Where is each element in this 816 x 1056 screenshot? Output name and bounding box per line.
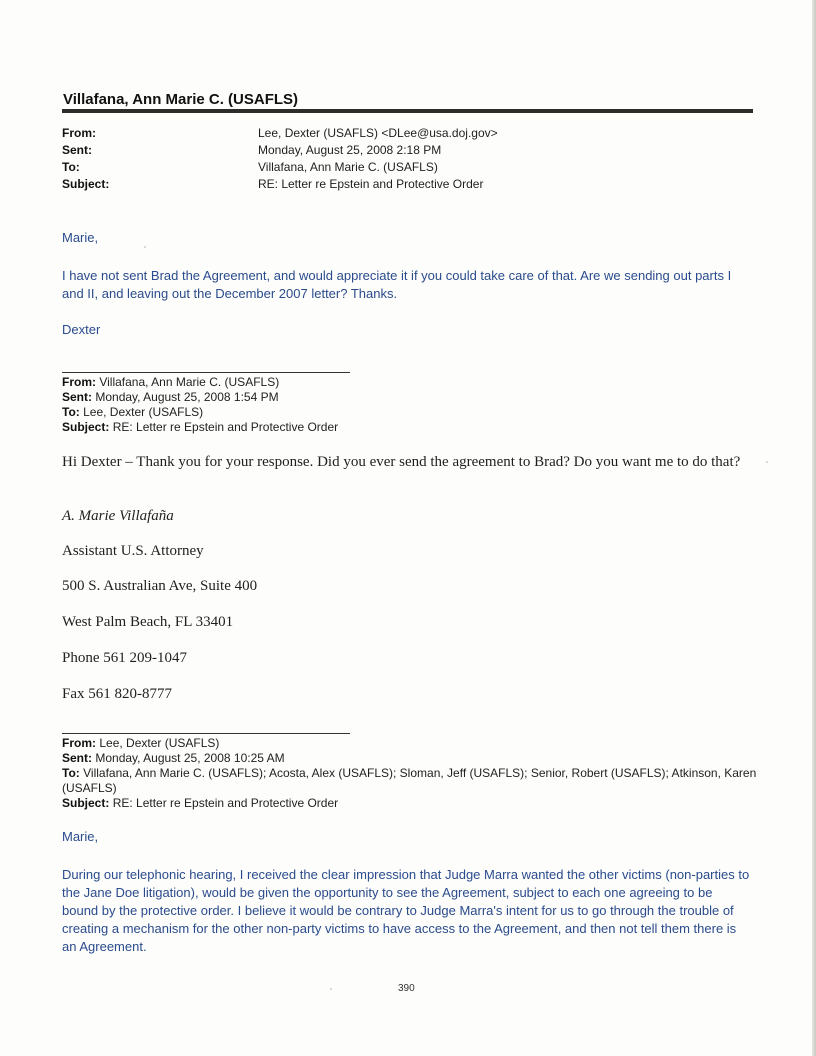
- quoted-to-label-2: To:: [62, 766, 80, 780]
- quoted-subject-row-1: [62, 420, 762, 435]
- mailbox-owner-name: Villafana, Ann Marie C. (USAFLS): [63, 91, 299, 108]
- quoted-subject-label-2: Subject:: [62, 796, 110, 810]
- quoted-to-1: Lee, Dexter (USAFLS): [83, 405, 204, 419]
- quoted-header-2: [62, 736, 762, 811]
- quoted-from-row-2: [62, 736, 762, 751]
- email-signoff: Dexter: [62, 322, 101, 337]
- signature-address-line-1: 500 S. Australian Ave, Suite 400: [62, 578, 258, 594]
- quote-divider-1: [62, 372, 350, 373]
- scan-speck: [144, 246, 146, 248]
- quoted-subject-1: RE: Letter re Epstein and Protective Order: [112, 420, 339, 434]
- signature-fax: Fax 561 820-8777: [62, 686, 172, 702]
- to-value: Villafana, Ann Marie C. (USAFLS): [258, 160, 438, 174]
- quoted-to-2: Villafana, Ann Marie C. (USAFLS); Acosta, Alex (USAFLS); Sloman, Jeff (USAFLS); Senior, Robert (USAFLS); Atkinson, Karen (USAFLS): [62, 766, 757, 795]
- quoted-sent-1: Monday, August 25, 2008 1:54 PM: [95, 390, 279, 404]
- quoted-sent-2: Monday, August 25, 2008 10:25 AM: [95, 751, 285, 765]
- quoted-from-label-2: From:: [62, 736, 96, 750]
- scan-speck: [330, 988, 332, 990]
- quoted-body-2: During our telephonic hearing, I received the clear impression that Judge Marra wanted the other victims (non-parties to the Jane Doe litigation), would be given the opportunity to see the Agreement, subject to each one agreeing to be bound by the protective order. I believe it would be contrary to Judge Marra's intent for us to go through the trouble of creating a mechanism for the other non-party victims to have access to the Agreement, and then not tell them there is an Agreement.: [62, 867, 750, 954]
- signature-title: Assistant U.S. Attorney: [62, 543, 204, 559]
- quoted-sent-label-1: Sent:: [62, 390, 92, 404]
- from-label: From:: [62, 126, 96, 140]
- quoted-from-2: Lee, Dexter (USAFLS): [99, 736, 220, 750]
- signature-phone: Phone 561 209-1047: [62, 650, 187, 666]
- from-value: Lee, Dexter (USAFLS) <DLee@usa.doj.gov>: [258, 126, 498, 140]
- quoted-to-label-1: To:: [62, 405, 80, 419]
- quoted-subject-label-1: Subject:: [62, 420, 110, 434]
- quoted-to-row-1: [62, 405, 762, 420]
- quoted-from-row-1: [62, 375, 762, 390]
- quoted-sent-row-2: [62, 751, 762, 766]
- quoted-body-1: Hi Dexter – Thank you for your response. Did you ever send the agreement to Brad? Do you want me to do that?: [62, 454, 741, 470]
- sent-value: Monday, August 25, 2008 2:18 PM: [258, 143, 442, 157]
- to-label: To:: [62, 160, 80, 174]
- quoted-from-1: Villafana, Ann Marie C. (USAFLS): [99, 375, 280, 389]
- quoted-sent-row-1: [62, 390, 762, 405]
- quoted-subject-row-2: [62, 796, 762, 811]
- subject-label: Subject:: [62, 177, 110, 191]
- quoted-header-1: [62, 375, 762, 435]
- header-rule: [62, 109, 753, 113]
- quoted-to-row-2: [62, 766, 762, 796]
- email-greeting: Marie,: [62, 230, 99, 245]
- quoted-from-label-1: From:: [62, 375, 96, 389]
- page-number: 390: [398, 983, 415, 994]
- sent-label: Sent:: [62, 143, 92, 157]
- quoted-sent-label-2: Sent:: [62, 751, 92, 765]
- signature-name: A. Marie Villafaña: [62, 508, 174, 524]
- page-edge-shadow: [812, 0, 816, 1056]
- quoted-subject-2: RE: Letter re Epstein and Protective Order: [112, 796, 339, 810]
- signature-address-line-2: West Palm Beach, FL 33401: [62, 614, 234, 630]
- quote-divider-2: [62, 733, 350, 734]
- quoted-greeting-2: Marie,: [62, 829, 99, 844]
- subject-value: RE: Letter re Epstein and Protective Order: [258, 177, 484, 191]
- scan-speck: [766, 461, 768, 463]
- email-body: I have not sent Brad the Agreement, and would appreciate it if you could take care of that. Are we sending out parts I and II, and leaving out the December 2007 letter? Thanks.: [62, 268, 732, 301]
